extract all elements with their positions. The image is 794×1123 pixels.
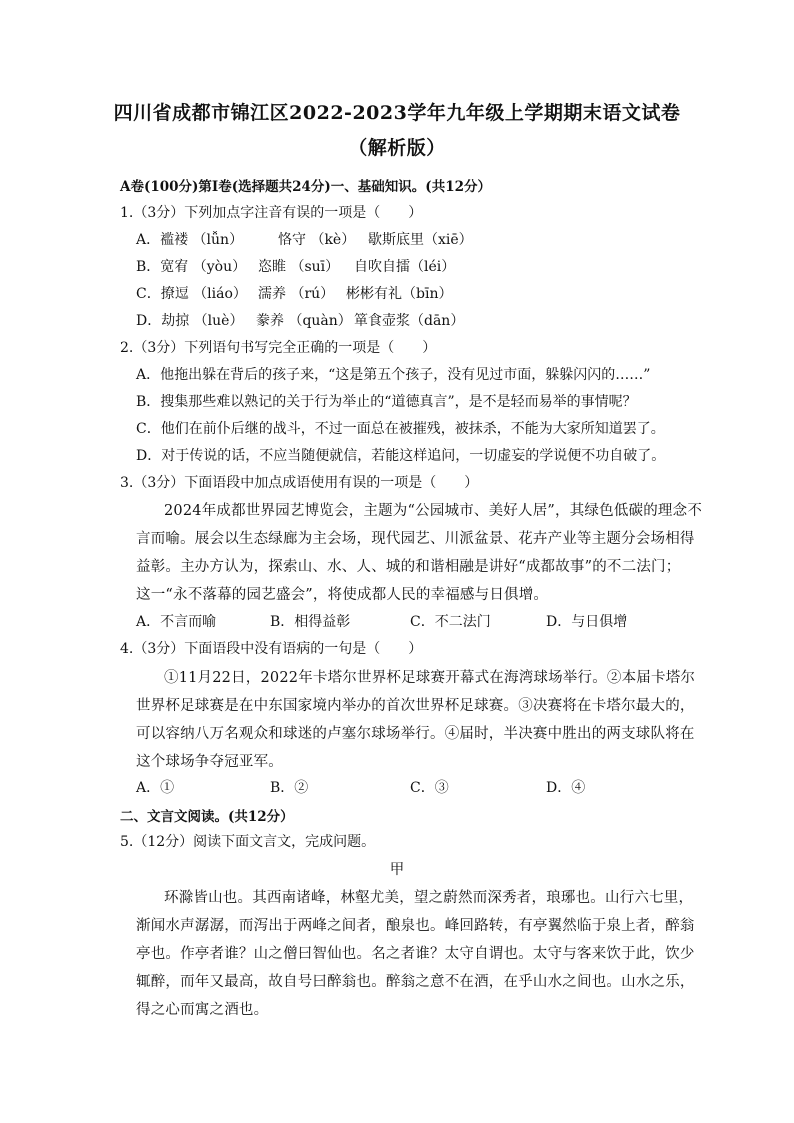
q5-passage-line-4: 辄醉，而年又最高，故自号曰醉翁也。醉翁之意不在酒，在乎山水之间也。山水之乐，	[136, 974, 695, 990]
q1-option-a-2: 恪守 （kè）	[278, 232, 356, 248]
q4-passage-line-4: 这个球场争夺冠亚军。	[136, 754, 283, 770]
exam-title: 四川省成都市锦江区2022-2023学年九年级上学期期末语文试卷	[113, 102, 681, 124]
q3-option-a: A．不言而喻	[136, 614, 217, 630]
q5-stem: 5.（12分）阅读下面文言文，完成问题。	[120, 834, 376, 850]
q4-option-b: B．②	[270, 780, 309, 796]
q3-passage-line-1: 2024年成都世界园艺博览会，主题为“公园城市、美好人居”，其绿色低碳的理念不	[164, 503, 703, 519]
q2-option-a: A．他拖出躲在背后的孩子来，“这是第五个孩子，没有见过市面，躲躲闪闪的……”	[136, 367, 651, 383]
q4-passage-line-3: 可以容纳八万名观众和球迷的卢塞尔球场举行。④届时，半决赛中胜出的两支球队将在	[136, 726, 695, 742]
q4-passage-line-1: ①11月22日，2022年卡塔尔世界杯足球赛开幕式在海湾球场举行。②本届卡塔尔	[164, 670, 696, 686]
q2-option-c: C．他们在前仆后继的战斗，不过一面总在被摧残，被抹杀，不能为大家所知道罢了。	[136, 421, 665, 437]
q4-option-a: A．①	[136, 780, 175, 796]
q1-option-b-1: B．宽宥 （yòu）	[136, 259, 247, 275]
q1-option-a-1: A．褴褛 （lǚn）	[136, 232, 244, 248]
q3-option-c: C．不二法门	[410, 614, 491, 630]
section-a-heading: A卷(100分)第I卷(选择题共24分)一、基础知识。(共12分）	[120, 179, 491, 195]
q5-passage-line-1: 环滁皆山也。其西南诸峰，林壑尤美，望之蔚然而深秀者，琅琊也。山行六七里，	[164, 890, 694, 906]
q2-option-d: D．对于传说的话，不应当随便就信，若能这样追问，一切虚妄的学说便不功自破了。	[136, 448, 666, 464]
q3-passage-line-3: 益彰。主办方认为，探索山、水、人、城的和谐相融是讲好“成都故事”的不二法门；	[136, 559, 681, 575]
q3-stem: 3.（3分）下面语段中加点成语使用有误的一项是（ ）	[120, 475, 479, 491]
q1-option-b-2: 恣睢 （suī）	[258, 259, 340, 275]
q5-passage-line-5: 得之心而寓之酒也。	[136, 1002, 269, 1018]
q1-option-d-1: D．劫掠 （luè）	[136, 313, 244, 329]
q2-option-b: B．搜集那些难以熟记的关于行为举止的“道德真言”，是不是轻而易举的事情呢？	[136, 394, 637, 410]
q3-passage-line-2: 言而喻。展会以生态绿廊为主会场，现代园艺、川派盆景、花卉产业等主题分会场相得	[136, 531, 695, 547]
q3-passage-line-4: 这一“永不落幕的园艺盛会”，将使成都人民的幸福感与日俱增。	[136, 587, 549, 603]
section-2-heading: 二、文言文阅读。(共12分）	[120, 809, 294, 825]
q4-passage-line-2: 世界杯足球赛是在中东国家境内举办的首次世界杯足球赛。③决赛将在卡塔尔最大的，	[136, 698, 695, 714]
q1-stem: 1.（3分）下列加点字注音有误的一项是（ ）	[120, 205, 423, 221]
q5-passage-line-3: 亭也。作亭者谁？山之僧曰智仙也。名之者谁？太守自谓也。太守与客来饮于此，饮少	[136, 946, 695, 962]
q1-option-c-3: 彬彬有礼（bīn）	[346, 286, 453, 302]
q4-stem: 4.（3分）下面语段中没有语病的一句是（ ）	[120, 641, 423, 657]
q1-option-a-3: 歇斯底里（xiē）	[368, 232, 473, 248]
q4-option-c: C．③	[410, 780, 449, 796]
q1-option-d-3: 箪食壶浆（dān）	[354, 313, 465, 329]
q2-stem: 2.（3分）下列语句书写完全正确的一项是（ ）	[120, 340, 437, 356]
q4-option-d: D．④	[546, 780, 586, 796]
q3-option-d: D．与日俱增	[546, 614, 628, 630]
q1-option-c-1: C．撩逗 （liáo）	[136, 286, 247, 302]
q1-option-b-3: 自吹自擂（léi）	[354, 259, 456, 275]
q3-option-b: B．相得益彰	[270, 614, 351, 630]
q5-part-label: 甲	[389, 862, 405, 878]
q5-passage-line-2: 渐闻水声潺潺，而泻出于两峰之间者，酿泉也。峰回路转，有亭翼然临于泉上者，醉翁	[136, 918, 695, 934]
q1-option-c-2: 濡养 （rú）	[258, 286, 335, 302]
q1-option-d-2: 豢养 （quàn）	[256, 313, 352, 329]
exam-subtitle: （解析版）	[348, 137, 446, 159]
